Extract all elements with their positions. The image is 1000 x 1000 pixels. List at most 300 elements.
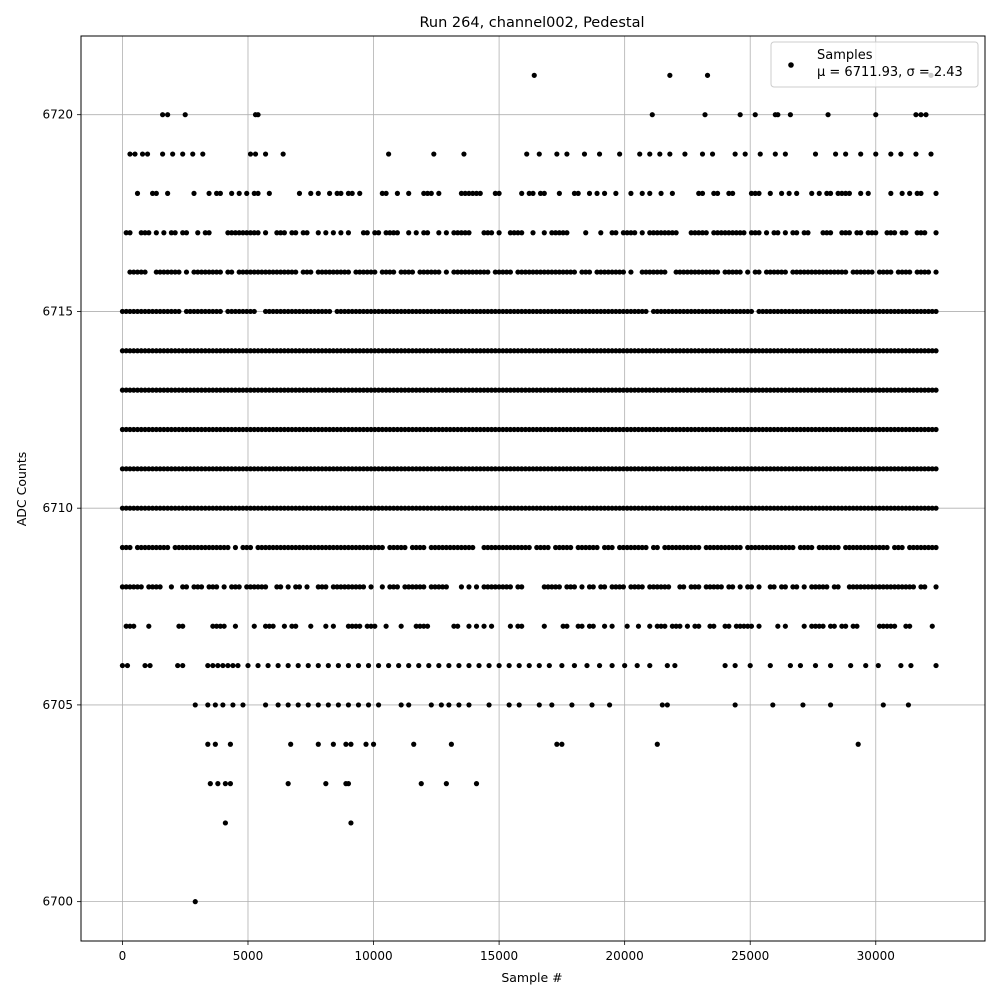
data-point bbox=[802, 624, 807, 629]
data-point bbox=[926, 269, 931, 274]
data-point bbox=[444, 584, 449, 589]
data-point bbox=[456, 663, 461, 668]
data-point bbox=[346, 230, 351, 235]
data-point bbox=[193, 702, 198, 707]
data-point bbox=[456, 702, 461, 707]
data-point bbox=[229, 269, 234, 274]
data-point bbox=[628, 269, 633, 274]
chart-title: Run 264, channel002, Pedestal bbox=[419, 15, 645, 31]
data-point bbox=[876, 663, 881, 668]
data-point bbox=[507, 663, 512, 668]
data-point bbox=[519, 624, 524, 629]
data-point bbox=[549, 702, 554, 707]
data-point bbox=[308, 269, 313, 274]
data-point bbox=[399, 702, 404, 707]
data-point bbox=[666, 584, 671, 589]
data-point bbox=[237, 584, 242, 589]
data-point bbox=[316, 702, 321, 707]
data-point bbox=[635, 663, 640, 668]
data-point bbox=[866, 191, 871, 196]
legend-marker bbox=[788, 62, 794, 68]
data-point bbox=[542, 230, 547, 235]
data-point bbox=[632, 230, 637, 235]
data-point bbox=[406, 702, 411, 707]
data-point bbox=[421, 545, 426, 550]
data-point bbox=[255, 191, 260, 196]
data-point bbox=[474, 624, 479, 629]
data-point bbox=[497, 230, 502, 235]
data-point bbox=[587, 191, 592, 196]
data-point bbox=[419, 781, 424, 786]
data-point bbox=[233, 624, 238, 629]
data-point bbox=[356, 702, 361, 707]
data-point bbox=[263, 230, 268, 235]
data-point bbox=[446, 702, 451, 707]
data-point bbox=[127, 230, 132, 235]
data-point bbox=[858, 191, 863, 196]
data-point bbox=[336, 702, 341, 707]
data-point bbox=[741, 230, 746, 235]
data-point bbox=[145, 151, 150, 156]
data-point bbox=[316, 230, 321, 235]
data-point bbox=[366, 663, 371, 668]
data-point bbox=[327, 309, 332, 314]
data-point bbox=[587, 269, 592, 274]
data-point bbox=[376, 702, 381, 707]
x-tick-label: 5000 bbox=[232, 949, 264, 963]
data-point bbox=[828, 663, 833, 668]
data-point bbox=[933, 269, 938, 274]
data-point bbox=[230, 663, 235, 668]
data-point bbox=[170, 151, 175, 156]
data-point bbox=[715, 269, 720, 274]
data-point bbox=[907, 624, 912, 629]
data-point bbox=[873, 151, 878, 156]
data-point bbox=[517, 663, 522, 668]
data-point bbox=[323, 584, 328, 589]
legend bbox=[771, 42, 978, 87]
data-point bbox=[572, 269, 577, 274]
data-point bbox=[809, 545, 814, 550]
data-point bbox=[331, 624, 336, 629]
data-point bbox=[282, 230, 287, 235]
x-tick-label: 30000 bbox=[856, 949, 895, 963]
data-point bbox=[459, 584, 464, 589]
x-axis-label: Sample # bbox=[501, 970, 563, 985]
data-point bbox=[346, 663, 351, 668]
data-point bbox=[200, 151, 205, 156]
data-point bbox=[802, 584, 807, 589]
data-point bbox=[286, 584, 291, 589]
data-point bbox=[218, 191, 223, 196]
axis-ticks bbox=[42, 108, 894, 963]
data-point bbox=[715, 191, 720, 196]
data-point bbox=[191, 191, 196, 196]
data-point bbox=[530, 230, 535, 235]
data-point bbox=[602, 191, 607, 196]
data-point bbox=[907, 269, 912, 274]
data-point bbox=[881, 702, 886, 707]
data-point bbox=[466, 230, 471, 235]
data-point bbox=[733, 151, 738, 156]
data-point bbox=[579, 584, 584, 589]
data-point bbox=[326, 663, 331, 668]
data-point bbox=[636, 624, 641, 629]
data-point bbox=[892, 624, 897, 629]
data-point bbox=[775, 230, 780, 235]
data-point bbox=[308, 624, 313, 629]
data-point bbox=[218, 309, 223, 314]
data-point bbox=[446, 663, 451, 668]
data-point bbox=[625, 624, 630, 629]
data-point bbox=[220, 663, 225, 668]
data-point bbox=[286, 781, 291, 786]
data-point bbox=[158, 584, 163, 589]
data-point bbox=[416, 663, 421, 668]
data-point bbox=[787, 191, 792, 196]
data-point bbox=[770, 702, 775, 707]
data-point bbox=[672, 663, 677, 668]
data-point bbox=[399, 624, 404, 629]
data-point bbox=[255, 112, 260, 117]
data-point bbox=[489, 230, 494, 235]
data-point bbox=[597, 151, 602, 156]
data-point bbox=[380, 584, 385, 589]
data-point bbox=[263, 702, 268, 707]
data-point bbox=[733, 702, 738, 707]
data-point bbox=[366, 702, 371, 707]
data-point bbox=[519, 230, 524, 235]
data-point bbox=[316, 742, 321, 747]
data-point bbox=[568, 545, 573, 550]
data-point bbox=[743, 151, 748, 156]
data-point bbox=[131, 624, 136, 629]
data-point bbox=[255, 230, 260, 235]
data-point bbox=[569, 702, 574, 707]
data-point bbox=[655, 545, 660, 550]
data-point bbox=[140, 151, 145, 156]
data-point bbox=[461, 151, 466, 156]
data-point bbox=[323, 624, 328, 629]
data-point bbox=[869, 269, 874, 274]
data-point bbox=[165, 191, 170, 196]
data-point bbox=[564, 151, 569, 156]
data-point bbox=[327, 191, 332, 196]
data-point bbox=[773, 151, 778, 156]
data-point bbox=[783, 230, 788, 235]
data-point bbox=[348, 742, 353, 747]
data-point bbox=[647, 663, 652, 668]
data-point bbox=[184, 230, 189, 235]
data-point bbox=[230, 702, 235, 707]
data-point bbox=[572, 584, 577, 589]
y-tick-label: 6700 bbox=[42, 894, 73, 909]
data-point bbox=[240, 702, 245, 707]
data-point bbox=[466, 624, 471, 629]
data-point bbox=[380, 545, 385, 550]
data-point bbox=[229, 191, 234, 196]
data-point bbox=[481, 624, 486, 629]
data-point bbox=[248, 151, 253, 156]
data-point bbox=[888, 269, 893, 274]
data-point bbox=[748, 663, 753, 668]
data-point bbox=[524, 151, 529, 156]
data-point bbox=[892, 230, 897, 235]
data-point bbox=[848, 663, 853, 668]
data-point bbox=[223, 820, 228, 825]
data-point bbox=[296, 702, 301, 707]
data-points bbox=[120, 73, 939, 905]
data-point bbox=[478, 191, 483, 196]
data-point bbox=[809, 191, 814, 196]
data-point bbox=[783, 584, 788, 589]
data-point bbox=[667, 151, 672, 156]
data-point bbox=[306, 663, 311, 668]
data-point bbox=[346, 702, 351, 707]
data-point bbox=[425, 624, 430, 629]
data-point bbox=[554, 742, 559, 747]
data-point bbox=[658, 191, 663, 196]
data-point bbox=[705, 73, 710, 78]
data-point bbox=[402, 545, 407, 550]
data-point bbox=[470, 545, 475, 550]
data-point bbox=[386, 151, 391, 156]
data-point bbox=[610, 624, 615, 629]
data-point bbox=[542, 624, 547, 629]
x-tick-label: 15000 bbox=[480, 949, 519, 963]
data-point bbox=[554, 151, 559, 156]
data-point bbox=[263, 584, 268, 589]
data-point bbox=[304, 230, 309, 235]
data-point bbox=[132, 151, 137, 156]
data-point bbox=[863, 663, 868, 668]
data-point bbox=[297, 191, 302, 196]
data-point bbox=[700, 151, 705, 156]
data-point bbox=[825, 112, 830, 117]
data-point bbox=[758, 151, 763, 156]
data-point bbox=[858, 151, 863, 156]
data-point bbox=[376, 663, 381, 668]
data-point bbox=[218, 269, 223, 274]
data-point bbox=[474, 781, 479, 786]
data-point bbox=[783, 151, 788, 156]
data-point bbox=[127, 545, 132, 550]
data-point bbox=[175, 663, 180, 668]
data-point bbox=[779, 191, 784, 196]
data-point bbox=[613, 191, 618, 196]
data-point bbox=[660, 702, 665, 707]
data-point bbox=[913, 112, 918, 117]
data-point bbox=[730, 191, 735, 196]
data-point bbox=[775, 112, 780, 117]
data-point bbox=[564, 230, 569, 235]
data-point bbox=[414, 230, 419, 235]
data-point bbox=[160, 151, 165, 156]
data-point bbox=[384, 191, 389, 196]
data-point bbox=[343, 742, 348, 747]
data-point bbox=[617, 151, 622, 156]
data-point bbox=[125, 663, 130, 668]
data-point bbox=[833, 151, 838, 156]
data-point bbox=[135, 191, 140, 196]
data-point bbox=[900, 545, 905, 550]
data-point bbox=[798, 663, 803, 668]
data-point bbox=[719, 584, 724, 589]
data-point bbox=[213, 702, 218, 707]
data-point bbox=[579, 624, 584, 629]
legend-stats: μ = 6711.93, σ = 2.43 bbox=[817, 65, 963, 80]
data-point bbox=[489, 624, 494, 629]
data-point bbox=[828, 230, 833, 235]
data-point bbox=[244, 191, 249, 196]
data-point bbox=[756, 584, 761, 589]
data-point bbox=[293, 230, 298, 235]
data-point bbox=[657, 151, 662, 156]
data-point bbox=[640, 191, 645, 196]
data-point bbox=[610, 545, 615, 550]
data-point bbox=[293, 269, 298, 274]
data-point bbox=[372, 269, 377, 274]
data-point bbox=[768, 663, 773, 668]
data-point bbox=[169, 584, 174, 589]
data-point bbox=[436, 230, 441, 235]
data-point bbox=[933, 584, 938, 589]
data-point bbox=[674, 230, 679, 235]
data-point bbox=[476, 663, 481, 668]
data-point bbox=[286, 702, 291, 707]
data-point bbox=[928, 151, 933, 156]
data-point bbox=[365, 230, 370, 235]
data-point bbox=[756, 624, 761, 629]
data-point bbox=[444, 781, 449, 786]
data-point bbox=[161, 230, 166, 235]
data-point bbox=[225, 545, 230, 550]
data-point bbox=[817, 191, 822, 196]
data-point bbox=[559, 663, 564, 668]
data-point bbox=[836, 584, 841, 589]
data-point bbox=[794, 230, 799, 235]
data-point bbox=[304, 584, 309, 589]
data-point bbox=[530, 191, 535, 196]
data-point bbox=[205, 663, 210, 668]
data-point bbox=[215, 663, 220, 668]
data-point bbox=[922, 230, 927, 235]
data-point bbox=[223, 781, 228, 786]
data-point bbox=[930, 624, 935, 629]
data-point bbox=[426, 663, 431, 668]
data-point bbox=[733, 663, 738, 668]
data-point bbox=[220, 702, 225, 707]
data-point bbox=[195, 230, 200, 235]
y-tick-label: 6705 bbox=[42, 697, 73, 712]
data-point bbox=[884, 545, 889, 550]
data-point bbox=[537, 663, 542, 668]
data-point bbox=[263, 151, 268, 156]
data-point bbox=[160, 112, 165, 117]
data-point bbox=[508, 269, 513, 274]
data-point bbox=[607, 702, 612, 707]
data-point bbox=[662, 624, 667, 629]
data-point bbox=[589, 702, 594, 707]
data-point bbox=[206, 230, 211, 235]
data-point bbox=[421, 584, 426, 589]
data-point bbox=[843, 624, 848, 629]
data-point bbox=[813, 663, 818, 668]
data-point bbox=[873, 112, 878, 117]
data-point bbox=[906, 702, 911, 707]
data-point bbox=[519, 584, 524, 589]
data-point bbox=[685, 624, 690, 629]
data-point bbox=[923, 112, 928, 117]
data-point bbox=[252, 309, 257, 314]
data-point bbox=[348, 820, 353, 825]
data-point bbox=[557, 191, 562, 196]
data-point bbox=[628, 191, 633, 196]
data-point bbox=[455, 624, 460, 629]
data-point bbox=[591, 584, 596, 589]
y-tick-label: 6710 bbox=[42, 501, 73, 516]
data-point bbox=[662, 269, 667, 274]
data-point bbox=[918, 191, 923, 196]
data-point bbox=[154, 230, 159, 235]
data-point bbox=[213, 742, 218, 747]
data-point bbox=[610, 663, 615, 668]
data-point bbox=[888, 151, 893, 156]
data-point bbox=[584, 663, 589, 668]
data-point bbox=[564, 624, 569, 629]
data-point bbox=[372, 624, 377, 629]
data-point bbox=[395, 584, 400, 589]
data-point bbox=[682, 151, 687, 156]
data-point bbox=[696, 545, 701, 550]
data-point bbox=[331, 230, 336, 235]
data-point bbox=[165, 112, 170, 117]
data-point bbox=[933, 309, 938, 314]
data-point bbox=[466, 584, 471, 589]
data-point bbox=[922, 584, 927, 589]
data-point bbox=[297, 584, 302, 589]
data-point bbox=[547, 663, 552, 668]
data-point bbox=[255, 663, 260, 668]
data-point bbox=[331, 742, 336, 747]
data-point bbox=[647, 191, 652, 196]
data-point bbox=[267, 191, 272, 196]
data-point bbox=[517, 702, 522, 707]
data-point bbox=[205, 742, 210, 747]
plot-frame bbox=[81, 36, 985, 941]
data-point bbox=[873, 230, 878, 235]
data-point bbox=[828, 702, 833, 707]
data-point bbox=[208, 781, 213, 786]
data-point bbox=[640, 584, 645, 589]
grid-lines bbox=[81, 36, 985, 941]
data-point bbox=[253, 151, 258, 156]
data-point bbox=[643, 545, 648, 550]
data-point bbox=[537, 151, 542, 156]
data-point bbox=[756, 230, 761, 235]
x-tick-label: 25000 bbox=[731, 949, 770, 963]
data-point bbox=[357, 624, 362, 629]
data-point bbox=[165, 545, 170, 550]
data-point bbox=[557, 584, 562, 589]
data-point bbox=[710, 151, 715, 156]
data-point bbox=[183, 112, 188, 117]
data-point bbox=[583, 230, 588, 235]
data-point bbox=[180, 663, 185, 668]
data-point bbox=[858, 230, 863, 235]
data-point bbox=[527, 663, 532, 668]
data-point bbox=[222, 584, 227, 589]
